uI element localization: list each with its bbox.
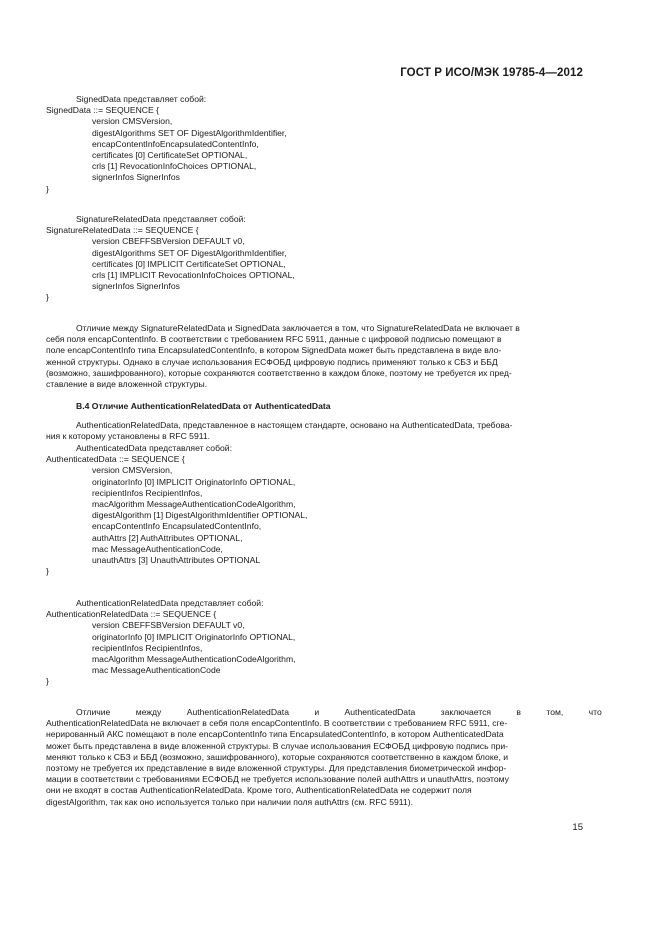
paragraph-line: Отличие между AuthenticationRelatedData и AuthenticatedData заключается в том, что <box>76 707 602 717</box>
code-field: digestAlgorithms SET OF DigestAlgorithmIdentifier, <box>92 127 287 138</box>
code-field: mac MessageAuthenticationCode, <box>92 543 223 554</box>
code-field: certificates [0] IMPLICIT CertificateSet OPTIONAL, <box>92 258 286 269</box>
paragraph-authentication-difference <box>46 707 602 808</box>
code-field: digestAlgorithm [1] DigestAlgorithmIdentifier OPTIONAL, <box>92 510 308 521</box>
code-field: crls [1] RevocationInfoChoices OPTIONAL, <box>92 161 257 172</box>
paragraph-line: они не входят в состав AuthenticationRelatedData. Кроме того, AuthenticationRelatedData не содержит поля <box>46 785 472 796</box>
closing-brace: } <box>46 566 49 577</box>
code-field: macAlgorithm MessageAuthenticationCodeAlgorithm, <box>92 653 296 664</box>
section-title: В.4 Отличие AuthenticationRelatedData от AuthenticatedData <box>76 401 331 411</box>
paragraph-line: меняют только к СБЗ и ББД (возможно, зашифрованного), которые сохраняются соответственно в каждом блоке, и <box>46 751 509 762</box>
code-field: mac MessageAuthenticationCode <box>92 665 221 676</box>
closing-brace: } <box>46 676 49 687</box>
code-field: version CBEFFSBVersion DEFAULT v0, <box>92 620 245 631</box>
code-field: macAlgorithm MessageAuthenticationCodeAlgorithm, <box>92 498 296 509</box>
section-heading-b4 <box>46 401 586 412</box>
paragraph-line: ния к которому установлены в RFC 5911. <box>46 431 211 442</box>
paragraph-line: нерированный АКС помещают в поле encapContentInfo типа EncapsulatedContentInfo, в котором AuthenticatedData <box>46 729 504 740</box>
signature-related-data-block <box>46 214 586 304</box>
paragraph-line: может быть представлена в виде вложенной структуры. В случае использования ЕСФОБД цифровую подпись при- <box>46 740 509 751</box>
authentication-related-data-definition: AuthenticationRelatedData ::= SEQUENCE { <box>46 609 217 620</box>
page-number: 15 <box>572 822 583 833</box>
code-field: unauthAttrs [3] UnauthAttributes OPTIONAL <box>92 554 261 565</box>
code-field: encapContentInfoEncapsulatedContentInfo, <box>92 138 259 149</box>
paragraph-authentication-intro <box>46 420 586 442</box>
authentication-related-data-intro: AuthenticationRelatedData представляет собой: <box>76 598 264 608</box>
paragraph-line: digestAlgorithm, так как оно используется только при наличии поля authAttrs (см. RFC 5911). <box>46 796 413 807</box>
signed-data-block <box>46 94 586 195</box>
standard-header: ГОСТ Р ИСО/МЭК 19785-4—2012 <box>400 67 583 79</box>
paragraph-line: Отличие между SignatureRelatedData и SignedData заключается в том, что SignatureRelatedData не включает в <box>76 323 520 333</box>
code-field: crls [1] IMPLICIT RevocationInfoChoices OPTIONAL, <box>92 269 295 280</box>
signed-data-intro: SignedData представляет собой: <box>76 94 207 104</box>
code-field: recipientInfos RecipientInfos, <box>92 642 203 653</box>
paragraph-signature-difference <box>46 323 586 390</box>
code-field: signerInfos SignerInfos <box>92 172 180 183</box>
paragraph-line: поэтому не требуется их представление в виде вложенной структуры. Для представления биометрической инфор- <box>46 762 507 773</box>
code-field: originatorInfo [0] IMPLICIT OriginatorInfo OPTIONAL, <box>92 476 296 487</box>
paragraph-line: (возможно, зашифрованного), которые сохраняются соответственно в каждом блоке, поэтому не требуется их пред- <box>46 367 512 378</box>
authenticated-data-intro: AuthenticatedData представляет собой: <box>76 443 232 453</box>
code-field: authAttrs [2] AuthAttributes OPTIONAL, <box>92 532 243 543</box>
code-field: encapContentInfo EncapsulatedContentInfo, <box>92 521 262 532</box>
authenticated-data-definition: AuthenticatedData ::= SEQUENCE { <box>46 454 185 465</box>
code-field: signerInfos SignerInfos <box>92 281 180 292</box>
closing-brace: } <box>46 292 49 303</box>
signature-related-data-definition: SignatureRelatedData ::= SEQUENCE { <box>46 225 199 236</box>
paragraph-line: мации в соответствии с требованиями ЕСФОБД не требуется использование полей authAttrs и unauthAttrs, поэтому <box>46 774 509 785</box>
paragraph-line: ставление в виде вложенной структуры. <box>46 378 208 389</box>
code-field: digestAlgorithms SET OF DigestAlgorithmIdentifier, <box>92 247 287 258</box>
code-field: originatorInfo [0] IMPLICIT OriginatorInfo OPTIONAL, <box>92 631 296 642</box>
code-field: version CBEFFSBVersion DEFAULT v0, <box>92 236 245 247</box>
paragraph-line: женной структуры. Однако в случае использования ЕСФОБД цифровую подпись применяют только к СБЗ и ББД <box>46 356 498 367</box>
paragraph-line: себя поля encapContentInfo. В соответствии с требованием RFC 5911, данные с цифровой подписью помещают в <box>46 334 502 345</box>
code-field: certificates [0] CertificateSet OPTIONAL, <box>92 149 248 160</box>
signature-related-data-intro: SignatureRelatedData представляет собой: <box>76 214 246 224</box>
paragraph-line: поле encapContentInfo типа EncapsulatedContentInfo, в котором SignedData может быть представлена в виде вло- <box>46 345 502 356</box>
closing-brace: } <box>46 183 49 194</box>
authenticated-data-block <box>46 443 586 577</box>
paragraph-line: AuthenticationRelatedData не включает в себя поля encapContentInfo. В соответствии с требованием RFC 5911, сге- <box>46 718 508 729</box>
paragraph-line: AuthenticationRelatedData, представленное в настоящем стандарте, основано на AuthenticatedData, требова- <box>76 420 513 430</box>
signed-data-definition: SignedData ::= SEQUENCE { <box>46 105 159 116</box>
code-field: version CMSVersion, <box>92 465 173 476</box>
code-field: version CMSVersion, <box>92 116 173 127</box>
code-field: recipientInfos RecipientInfos, <box>92 487 203 498</box>
authentication-related-data-block <box>46 598 586 688</box>
